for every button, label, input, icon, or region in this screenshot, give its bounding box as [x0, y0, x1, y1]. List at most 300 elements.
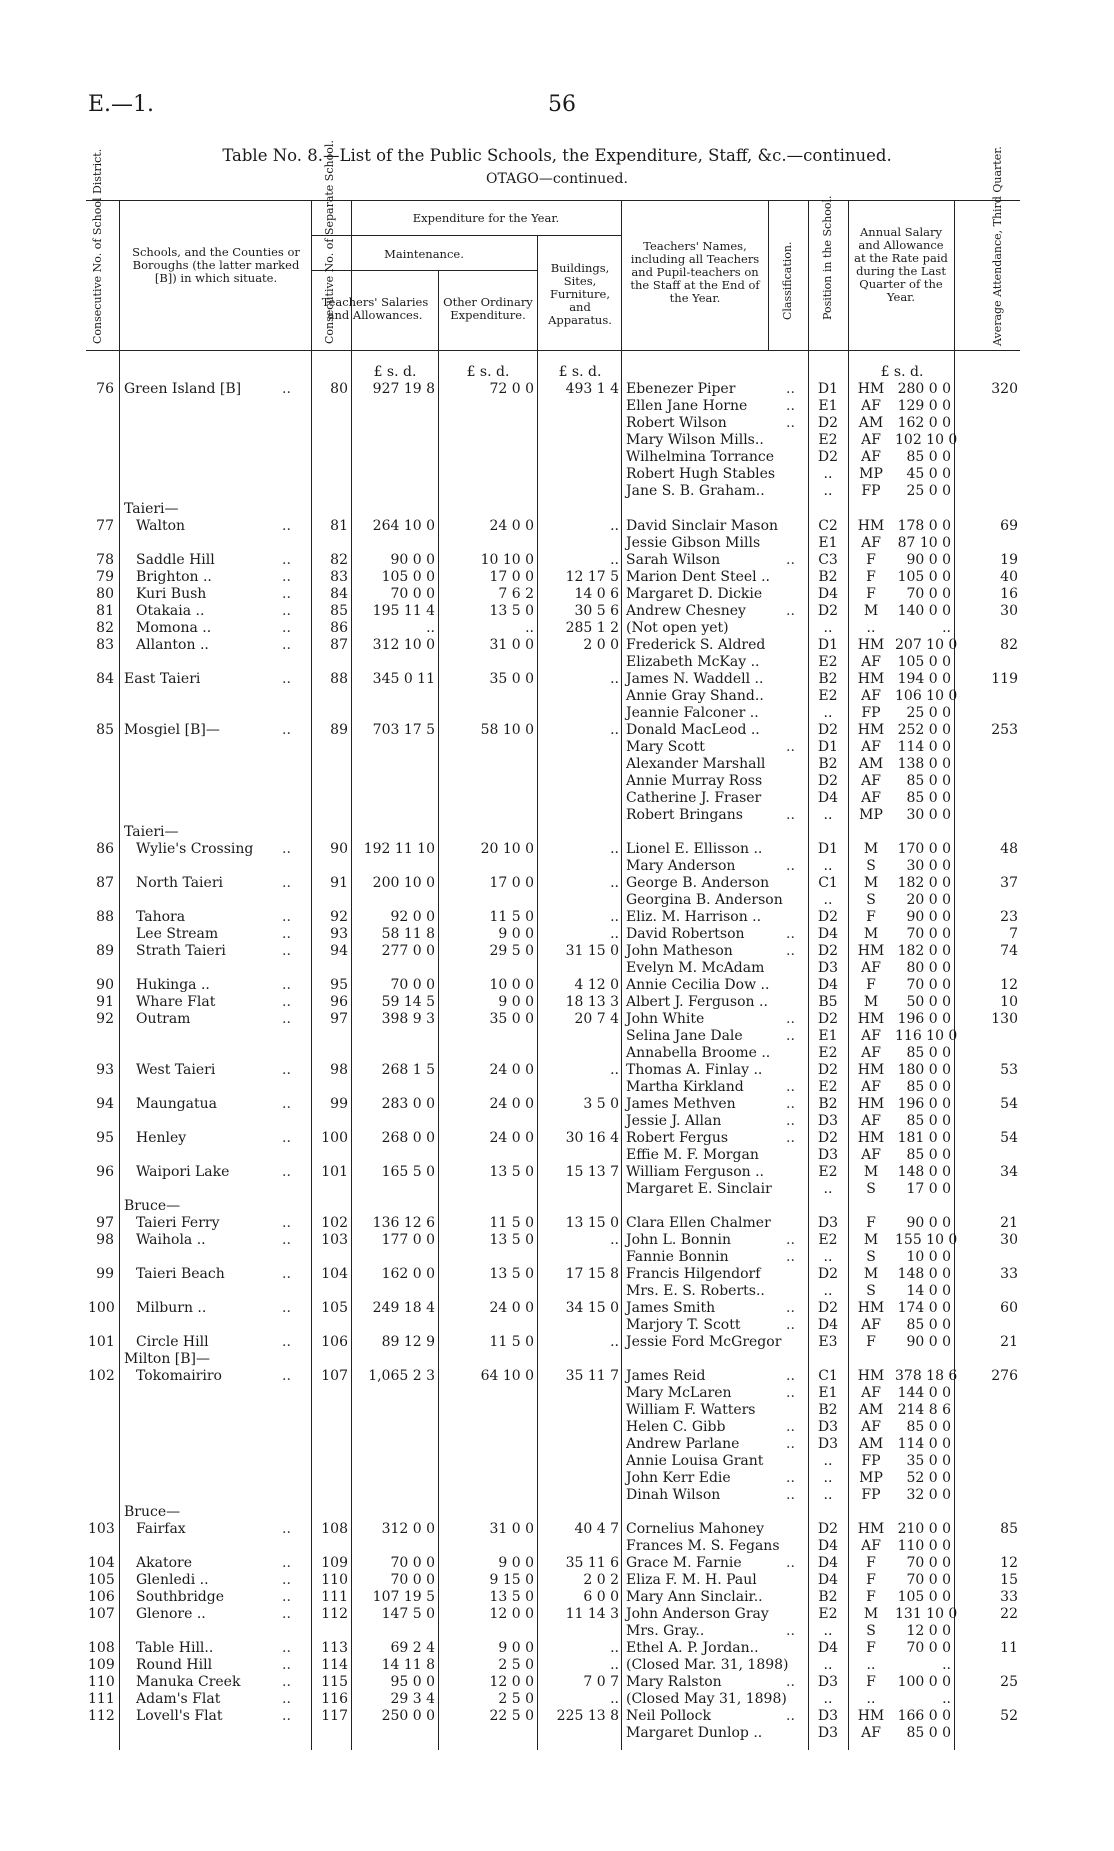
- cell-pos: HM: [857, 1708, 885, 1724]
- cell-no: 78: [96, 552, 114, 568]
- cell-att: 37: [1000, 875, 1018, 891]
- cell-no: 112: [88, 1708, 115, 1724]
- cell-cls: ..: [823, 1623, 833, 1639]
- leader-dots: ..: [786, 1130, 795, 1146]
- cell-pos: AF: [861, 1317, 881, 1333]
- leader-dots: ..: [282, 1674, 291, 1690]
- cell-sep: 86: [330, 620, 348, 636]
- leader-dots: ..: [282, 671, 291, 687]
- cell-ann: 180 0 0: [897, 1062, 951, 1078]
- expenditure-header: Expenditure for the Year.: [412, 211, 560, 225]
- cell-sep: 103: [321, 1232, 348, 1248]
- cell-ann: 114 0 0: [897, 739, 951, 755]
- leader-dots: ..: [282, 909, 291, 925]
- cell-cls: D3: [817, 1674, 839, 1690]
- cell-pos: HM: [857, 1011, 885, 1027]
- cell-ann: 181 0 0: [897, 1130, 951, 1146]
- cell-sep: 82: [330, 552, 348, 568]
- cell-school: East Taieri: [124, 671, 201, 687]
- cell-pos: F: [866, 569, 876, 585]
- cell-sal: 277 0 0: [381, 943, 435, 959]
- cell-pos: AF: [861, 1385, 881, 1401]
- leader-dots: ..: [786, 1113, 795, 1129]
- cell-pos: M: [863, 1266, 879, 1282]
- cell-school: Akatore: [136, 1555, 192, 1571]
- cell-no: 87: [96, 875, 114, 891]
- cell-no: 99: [96, 1266, 114, 1282]
- cell-sal: 70 0 0: [390, 1555, 435, 1571]
- leader-dots: ..: [282, 943, 291, 959]
- cell-teacher: Wilhelmina Torrance: [626, 449, 774, 465]
- cell-ann: 50 0 0: [906, 994, 951, 1010]
- cell-att: 33: [1000, 1266, 1018, 1282]
- cell-cls: ..: [823, 483, 833, 499]
- lsd-label-annual: £ s. d.: [880, 364, 924, 380]
- cell-cls: ..: [823, 705, 833, 721]
- cell-school: Fairfax: [136, 1521, 186, 1537]
- cell-att: 34: [1000, 1164, 1018, 1180]
- cell-school: Milburn ..: [136, 1300, 207, 1316]
- cell-oth: 24 0 0: [489, 1300, 534, 1316]
- cell-ann: 252 0 0: [897, 722, 951, 738]
- leader-dots: ..: [282, 381, 291, 397]
- cell-teacher: Lionel E. Ellisson ..: [626, 841, 763, 857]
- cell-school: Manuka Creek: [136, 1674, 241, 1690]
- leader-dots: ..: [282, 1096, 291, 1112]
- cell-ann: 114 0 0: [897, 1436, 951, 1452]
- leader-dots: ..: [786, 1011, 795, 1027]
- cell-cls: ..: [823, 1283, 833, 1299]
- cell-sep: 92: [330, 909, 348, 925]
- cell-oth: 2 5 0: [498, 1691, 534, 1707]
- cell-oth: 13 5 0: [489, 1164, 534, 1180]
- table-title: Table No. 8.—List of the Public Schools, the Expenditure, Staff, &c.—continued.: [222, 146, 892, 165]
- cell-school: Bruce—: [124, 1504, 181, 1520]
- cell-ann: 178 0 0: [897, 518, 951, 534]
- leader-dots: ..: [282, 1368, 291, 1384]
- cell-teacher: Frederick S. Aldred: [626, 637, 766, 653]
- cell-sal: 192 11 10: [363, 841, 435, 857]
- cell-school: Wylie's Crossing: [136, 841, 254, 857]
- cell-sal: 105 0 0: [381, 569, 435, 585]
- cell-ann: 182 0 0: [897, 943, 951, 959]
- leader-dots: ..: [786, 1623, 795, 1639]
- cell-att: 82: [1000, 637, 1018, 653]
- cell-oth: 9 0 0: [498, 1555, 534, 1571]
- cell-pos: F: [866, 977, 876, 993]
- cell-cls: B2: [818, 1589, 838, 1605]
- cell-no: 83: [96, 637, 114, 653]
- cell-pos: MP: [859, 1470, 883, 1486]
- page-number: 56: [548, 92, 576, 117]
- cell-no: 107: [88, 1606, 115, 1622]
- cell-ann: 35 0 0: [906, 1453, 951, 1469]
- cell-ann: 194 0 0: [897, 671, 951, 687]
- cell-pos: S: [866, 858, 876, 874]
- cell-cls: D2: [817, 1130, 839, 1146]
- cell-sep: 95: [330, 977, 348, 993]
- cell-sal: 147 5 0: [381, 1606, 435, 1622]
- col-divider: [621, 200, 622, 350]
- cell-pos: ..: [866, 1691, 876, 1707]
- cell-ann: 162 0 0: [897, 415, 951, 431]
- cell-ann: 105 0 0: [897, 654, 951, 670]
- buildings-header: Buildings, Sites, Furniture, and Apparatus.: [548, 261, 612, 327]
- cell-ann: 166 0 0: [897, 1708, 951, 1724]
- cell-att: 12: [1000, 977, 1018, 993]
- cell-oth: 9 15 0: [489, 1572, 534, 1588]
- cell-cls: C1: [818, 1368, 838, 1384]
- lsd-label-other: £ s. d.: [466, 364, 510, 380]
- leader-dots: ..: [282, 1657, 291, 1673]
- cell-cls: D2: [817, 722, 839, 738]
- cell-pos: AF: [861, 449, 881, 465]
- cell-sal: 1,065 2 3: [368, 1368, 435, 1384]
- cell-oth: 17 0 0: [489, 875, 534, 891]
- leader-dots: ..: [786, 1487, 795, 1503]
- cell-bld: ..: [610, 875, 619, 891]
- cell-no: 80: [96, 586, 114, 602]
- cell-teacher: Donald MacLeod ..: [626, 722, 760, 738]
- cell-teacher: Jane S. B. Graham..: [626, 483, 765, 499]
- leader-dots: ..: [282, 1300, 291, 1316]
- leader-dots: ..: [786, 1096, 795, 1112]
- cell-teacher: Alexander Marshall: [626, 756, 766, 772]
- cell-pos: HM: [857, 722, 885, 738]
- cell-ann: 110 0 0: [897, 1538, 951, 1554]
- cell-sal: 398 9 3: [381, 1011, 435, 1027]
- cell-cls: E1: [818, 1385, 838, 1401]
- leader-dots: ..: [282, 1589, 291, 1605]
- cell-teacher: Mary Ralston: [626, 1674, 722, 1690]
- cell-teacher: John White: [626, 1011, 705, 1027]
- cell-school: Taieri Beach: [136, 1266, 225, 1282]
- leader-dots: ..: [282, 1640, 291, 1656]
- cell-oth: 13 5 0: [489, 603, 534, 619]
- leader-dots: ..: [282, 569, 291, 585]
- district-no-header: Consecutive No. of School District.: [91, 148, 104, 344]
- cell-sal: 107 19 5: [372, 1589, 435, 1605]
- cell-sep: 102: [321, 1215, 348, 1231]
- cell-sep: 90: [330, 841, 348, 857]
- cell-teacher: Eliz. M. Harrison ..: [626, 909, 762, 925]
- cell-pos: F: [866, 1334, 876, 1350]
- cell-pos: M: [863, 1606, 879, 1622]
- leader-dots: ..: [282, 1555, 291, 1571]
- cell-ann: 90 0 0: [906, 1334, 951, 1350]
- cell-ann: 148 0 0: [897, 1266, 951, 1282]
- cell-sep: 114: [321, 1657, 348, 1673]
- cell-pos: AF: [861, 1538, 881, 1554]
- cell-pos: AF: [861, 1113, 881, 1129]
- cell-oth: 13 5 0: [489, 1232, 534, 1248]
- leader-dots: ..: [282, 926, 291, 942]
- cell-cls: D3: [817, 1708, 839, 1724]
- cell-ann: 378 18 6: [895, 1368, 958, 1384]
- cell-school: Strath Taieri: [136, 943, 226, 959]
- leader-dots: ..: [282, 586, 291, 602]
- cell-cls: E2: [818, 1045, 838, 1061]
- cell-sep: 84: [330, 586, 348, 602]
- cell-cls: D3: [817, 1147, 839, 1163]
- cell-oth: 35 0 0: [489, 671, 534, 687]
- cell-cls: D2: [817, 1521, 839, 1537]
- cell-teacher: James Methven: [626, 1096, 736, 1112]
- leader-dots: ..: [282, 1215, 291, 1231]
- cell-sal: 162 0 0: [381, 1266, 435, 1282]
- cell-ann: 85 0 0: [906, 1419, 951, 1435]
- cell-sal: 268 1 5: [381, 1062, 435, 1078]
- cell-teacher: Clara Ellen Chalmer: [626, 1215, 771, 1231]
- body-col-divider: [351, 350, 352, 1750]
- cell-att: 7: [1009, 926, 1018, 942]
- cell-sep: 83: [330, 569, 348, 585]
- cell-cls: ..: [823, 807, 833, 823]
- cell-cls: D2: [817, 1011, 839, 1027]
- cell-teacher: Annabella Broome ..: [626, 1045, 771, 1061]
- cell-teacher: Dinah Wilson: [626, 1487, 721, 1503]
- cell-pos: AM: [858, 1436, 884, 1452]
- cell-sep: 112: [321, 1606, 348, 1622]
- cell-att: 130: [991, 1011, 1018, 1027]
- cell-cls: D4: [817, 1317, 839, 1333]
- cell-cls: E2: [818, 432, 838, 448]
- cell-no: 98: [96, 1232, 114, 1248]
- cell-bld: 493 1 4: [565, 381, 619, 397]
- cell-ann: 116 10 0: [895, 1028, 958, 1044]
- cell-bld: 18 13 3: [565, 994, 619, 1010]
- col-divider: [848, 200, 849, 350]
- cell-school: Allanton ..: [136, 637, 209, 653]
- cell-teacher: Annie Cecilia Dow ..: [626, 977, 770, 993]
- other-expenditure-header: Other Ordinary Expenditure.: [443, 295, 533, 322]
- cell-pos: AF: [861, 960, 881, 976]
- cell-cls: D4: [817, 1572, 839, 1588]
- cell-school: Tahora: [136, 909, 186, 925]
- cell-oth: 13 5 0: [489, 1589, 534, 1605]
- cell-cls: ..: [823, 1657, 833, 1673]
- cell-school: Waipori Lake: [136, 1164, 230, 1180]
- cell-sep: 109: [321, 1555, 348, 1571]
- cell-att: 33: [1000, 1589, 1018, 1605]
- cell-att: 85: [1000, 1521, 1018, 1537]
- cell-pos: HM: [857, 1130, 885, 1146]
- cell-no: 105: [88, 1572, 115, 1588]
- cell-cls: D3: [817, 1113, 839, 1129]
- cell-teacher: Marjory T. Scott: [626, 1317, 741, 1333]
- cell-oth: 9 0 0: [498, 1640, 534, 1656]
- cell-cls: D3: [817, 1725, 839, 1741]
- cell-oth: 10 10 0: [480, 552, 534, 568]
- cell-ann: 85 0 0: [906, 773, 951, 789]
- cell-teacher: Jessie J. Allan: [626, 1113, 722, 1129]
- cell-bld: 2 0 2: [583, 1572, 619, 1588]
- cell-cls: D1: [817, 841, 839, 857]
- cell-sal: 345 0 11: [372, 671, 435, 687]
- cell-ann: 85 0 0: [906, 1045, 951, 1061]
- cell-pos: HM: [857, 1521, 885, 1537]
- cell-pos: AM: [858, 1402, 884, 1418]
- cell-teacher: Francis Hilgendorf: [626, 1266, 761, 1282]
- cell-sal: 70 0 0: [390, 586, 435, 602]
- cell-sep: 97: [330, 1011, 348, 1027]
- cell-teacher: Mary Ann Sinclair..: [626, 1589, 763, 1605]
- cell-sep: 88: [330, 671, 348, 687]
- cell-sep: 117: [321, 1708, 348, 1724]
- cell-teacher: Mary Scott: [626, 739, 705, 755]
- cell-pos: HM: [857, 943, 885, 959]
- leader-dots: ..: [282, 620, 291, 636]
- cell-att: 25: [1000, 1674, 1018, 1690]
- cell-no: 89: [96, 943, 114, 959]
- leader-dots: ..: [282, 1691, 291, 1707]
- body-col-divider: [119, 350, 120, 1750]
- col-divider: [119, 200, 120, 350]
- cell-sal: 70 0 0: [390, 1572, 435, 1588]
- cell-teacher: Selina Jane Dale: [626, 1028, 743, 1044]
- cell-oth: 13 5 0: [489, 1266, 534, 1282]
- cell-ann: 85 0 0: [906, 1113, 951, 1129]
- cell-bld: ..: [610, 1334, 619, 1350]
- leader-dots: ..: [282, 637, 291, 653]
- cell-bld: 4 12 0: [574, 977, 619, 993]
- leader-dots: ..: [786, 603, 795, 619]
- cell-school: Waihola ..: [136, 1232, 206, 1248]
- cell-ann: 25 0 0: [906, 705, 951, 721]
- cell-ann: 144 0 0: [897, 1385, 951, 1401]
- cell-pos: AF: [861, 790, 881, 806]
- cell-pos: ..: [866, 1657, 876, 1673]
- cell-school: Brighton ..: [136, 569, 212, 585]
- cell-cls: E2: [818, 1232, 838, 1248]
- cell-pos: M: [863, 841, 879, 857]
- cell-oth: 11 5 0: [489, 909, 534, 925]
- cell-pos: HM: [857, 518, 885, 534]
- cell-oth: 24 0 0: [489, 1062, 534, 1078]
- cell-oth: 58 10 0: [480, 722, 534, 738]
- cell-sal: 200 10 0: [372, 875, 435, 891]
- cell-cls: ..: [823, 858, 833, 874]
- cell-sal: 69 2 4: [390, 1640, 435, 1656]
- leader-dots: ..: [786, 807, 795, 823]
- schools-header: Schools, and the Counties or Boroughs (the latter marked [B]) in which situate.: [132, 245, 300, 285]
- cell-cls: B2: [818, 569, 838, 585]
- cell-ann: ..: [942, 620, 951, 636]
- cell-cls: E2: [818, 1606, 838, 1622]
- cell-ann: 196 0 0: [897, 1096, 951, 1112]
- cell-ann: 85 0 0: [906, 1317, 951, 1333]
- cell-att: 54: [1000, 1096, 1018, 1112]
- cell-oth: 20 10 0: [480, 841, 534, 857]
- cell-cls: B5: [818, 994, 838, 1010]
- cell-teacher: James N. Waddell ..: [626, 671, 764, 687]
- cell-teacher: Margaret D. Dickie: [626, 586, 763, 602]
- cell-sep: 80: [330, 381, 348, 397]
- table-subtitle: OTAGO—continued.: [486, 171, 628, 187]
- cell-ann: 70 0 0: [906, 926, 951, 942]
- cell-no: 76: [96, 381, 114, 397]
- cell-pos: HM: [857, 671, 885, 687]
- cell-oth: 12 0 0: [489, 1674, 534, 1690]
- cell-cls: E2: [818, 1164, 838, 1180]
- cell-pos: F: [866, 586, 876, 602]
- cell-ann: 14 0 0: [906, 1283, 951, 1299]
- cell-oth: 29 5 0: [489, 943, 534, 959]
- cell-sep: 91: [330, 875, 348, 891]
- body-col-divider: [438, 350, 439, 1750]
- cell-ann: 106 10 0: [895, 688, 958, 704]
- cell-teacher: Neil Pollock: [626, 1708, 711, 1724]
- cell-att: 16: [1000, 586, 1018, 602]
- cell-ann: 131 10 0: [895, 1606, 958, 1622]
- leader-dots: ..: [282, 1232, 291, 1248]
- cell-teacher: William Ferguson ..: [626, 1164, 765, 1180]
- cell-cls: D1: [817, 739, 839, 755]
- leader-dots: ..: [282, 603, 291, 619]
- cell-teacher: George B. Anderson: [626, 875, 770, 891]
- cell-bld: ..: [610, 1657, 619, 1673]
- cell-pos: M: [863, 926, 879, 942]
- leader-dots: ..: [786, 1385, 795, 1401]
- cell-oth: 24 0 0: [489, 1096, 534, 1112]
- leader-dots: ..: [282, 1334, 291, 1350]
- maintenance-rule: [311, 270, 537, 271]
- cell-pos: HM: [857, 637, 885, 653]
- cell-sal: 89 12 9: [381, 1334, 435, 1350]
- cell-ann: 196 0 0: [897, 1011, 951, 1027]
- cell-teacher: Jeannie Falconer ..: [626, 705, 759, 721]
- cell-school: Round Hill: [136, 1657, 213, 1673]
- cell-no: 104: [88, 1555, 115, 1571]
- cell-teacher: Ethel A. P. Jordan..: [626, 1640, 759, 1656]
- position-header: Position in the School.: [821, 195, 834, 320]
- classification-header: Classification.: [781, 241, 794, 320]
- cell-teacher: (Closed Mar. 31, 1898): [626, 1657, 789, 1673]
- cell-ann: 210 0 0: [897, 1521, 951, 1537]
- cell-bld: ..: [610, 552, 619, 568]
- cell-ann: 90 0 0: [906, 909, 951, 925]
- cell-ann: 10 0 0: [906, 1249, 951, 1265]
- cell-sep: 85: [330, 603, 348, 619]
- cell-sal: 58 11 8: [381, 926, 435, 942]
- cell-att: 52: [1000, 1708, 1018, 1724]
- cell-bld: 285 1 2: [565, 620, 619, 636]
- cell-teacher: David Robertson: [626, 926, 745, 942]
- cell-teacher: Robert Fergus: [626, 1130, 729, 1146]
- cell-cls: D2: [817, 1300, 839, 1316]
- cell-pos: M: [863, 1232, 879, 1248]
- cell-cls: C3: [818, 552, 838, 568]
- cell-att: 30: [1000, 1232, 1018, 1248]
- cell-no: 96: [96, 1164, 114, 1180]
- cell-sal: 29 3 4: [390, 1691, 435, 1707]
- cell-att: 320: [991, 381, 1018, 397]
- cell-ann: 25 0 0: [906, 483, 951, 499]
- cell-teacher: Effie M. F. Morgan: [626, 1147, 759, 1163]
- cell-ann: 105 0 0: [897, 569, 951, 585]
- cell-no: 77: [96, 518, 114, 534]
- cell-sep: 93: [330, 926, 348, 942]
- cell-pos: AF: [861, 1045, 881, 1061]
- cell-sal: 195 11 4: [372, 603, 435, 619]
- cell-teacher: Jessie Ford McGregor: [626, 1334, 782, 1350]
- cell-cls: ..: [823, 1691, 833, 1707]
- cell-oth: 2 5 0: [498, 1657, 534, 1673]
- leader-dots: ..: [786, 1674, 795, 1690]
- cell-school: Tokomairiro: [136, 1368, 222, 1384]
- cell-cls: D3: [817, 1215, 839, 1231]
- cell-cls: ..: [823, 892, 833, 908]
